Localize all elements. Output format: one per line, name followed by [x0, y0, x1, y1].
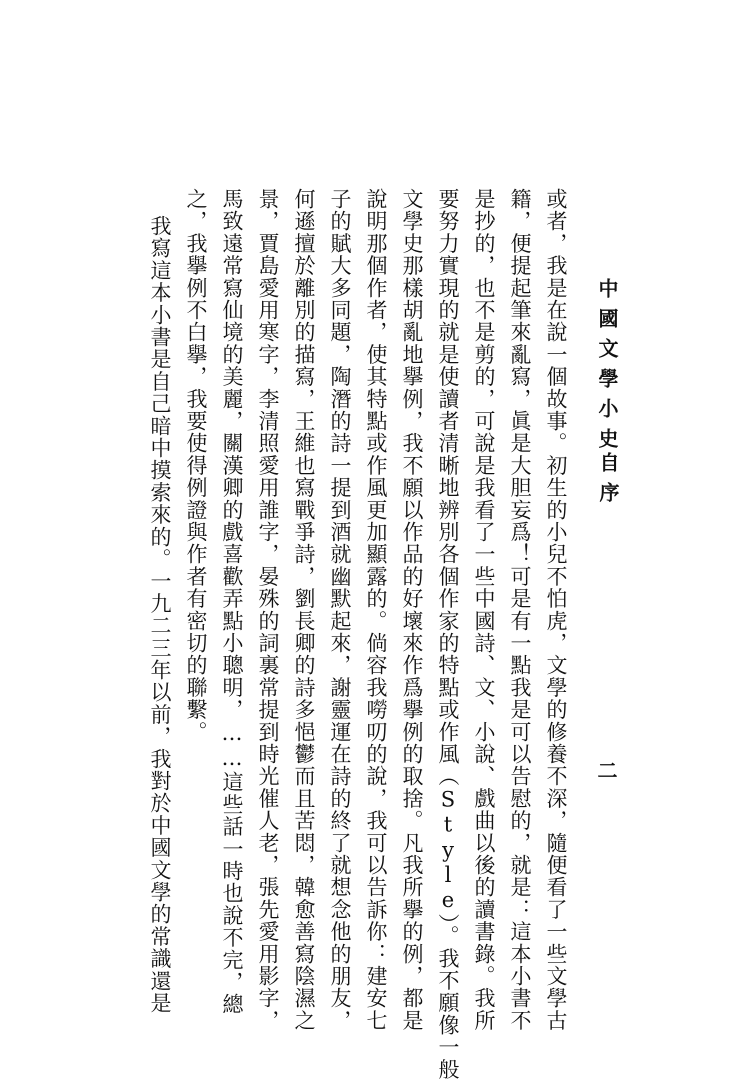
text-line-3: 是抄的，也不是剪的，可說是我看了一些中國詩、文、小說、戲曲以後的讀書錄。我所 [472, 188, 496, 1032]
text-line-4: 要努力實現的就是使讀者清晰地辨別各個作家的特點或作風（Style）。我不願像一般 [436, 188, 460, 1081]
text-line-12: 我寫這本小書是自己暗中摸索來的。一九二三年以前，我對於中國文學的常識還是 [148, 215, 172, 1015]
running-head-title: 中國文學小史 [595, 278, 619, 458]
text-line-2: 籍，便提起筆來亂寫，眞是大胆妄爲！可是有一點我是可以告慰的，就是：這本小書不 [508, 188, 532, 1032]
text-line-7: 子的賦大多同題，陶潛的詩一提到酒就幽默起來，謝靈運在詩的終了就想念他的朋友， [328, 188, 352, 1032]
text-line-9: 景，賈島愛用寒字，李清照愛用誰字，晏殊的詞裏常提到時光催人老，張先愛用影字， [256, 188, 280, 1032]
text-line-8: 何遜擅於離別的描寫，王維也寫戰爭詩，劉長卿的詩多悒鬱而且苦悶，韓愈善寫陰濕之 [292, 188, 316, 1032]
text-line-10: 馬致遠常寫仙境的美麗，關漢卿的戲喜歡弄點小聰明，……這些話一時也說不完，總 [220, 188, 244, 1016]
running-head-section: 自序 [596, 452, 620, 512]
page-number: 二 [594, 760, 618, 780]
text-line-1: 或者，我是在說一個故事。初生的小兒不怕虎，文學的修養不深，隨便看了一些文學古 [544, 188, 568, 1032]
text-line-11: 之，我擧例不白擧，我要使得例證與作者有密切的聯繫。 [184, 188, 208, 743]
text-line-5: 文學史那樣胡亂地擧例，我不願以作品的好壞來作爲擧例的取捨。凡我所擧的例，都是 [400, 188, 424, 1032]
text-line-6: 說明那個作者，使其特點或作風更加顯露的。倘容我嘮叨的說，我可以告訴你：建安七 [364, 188, 388, 1032]
